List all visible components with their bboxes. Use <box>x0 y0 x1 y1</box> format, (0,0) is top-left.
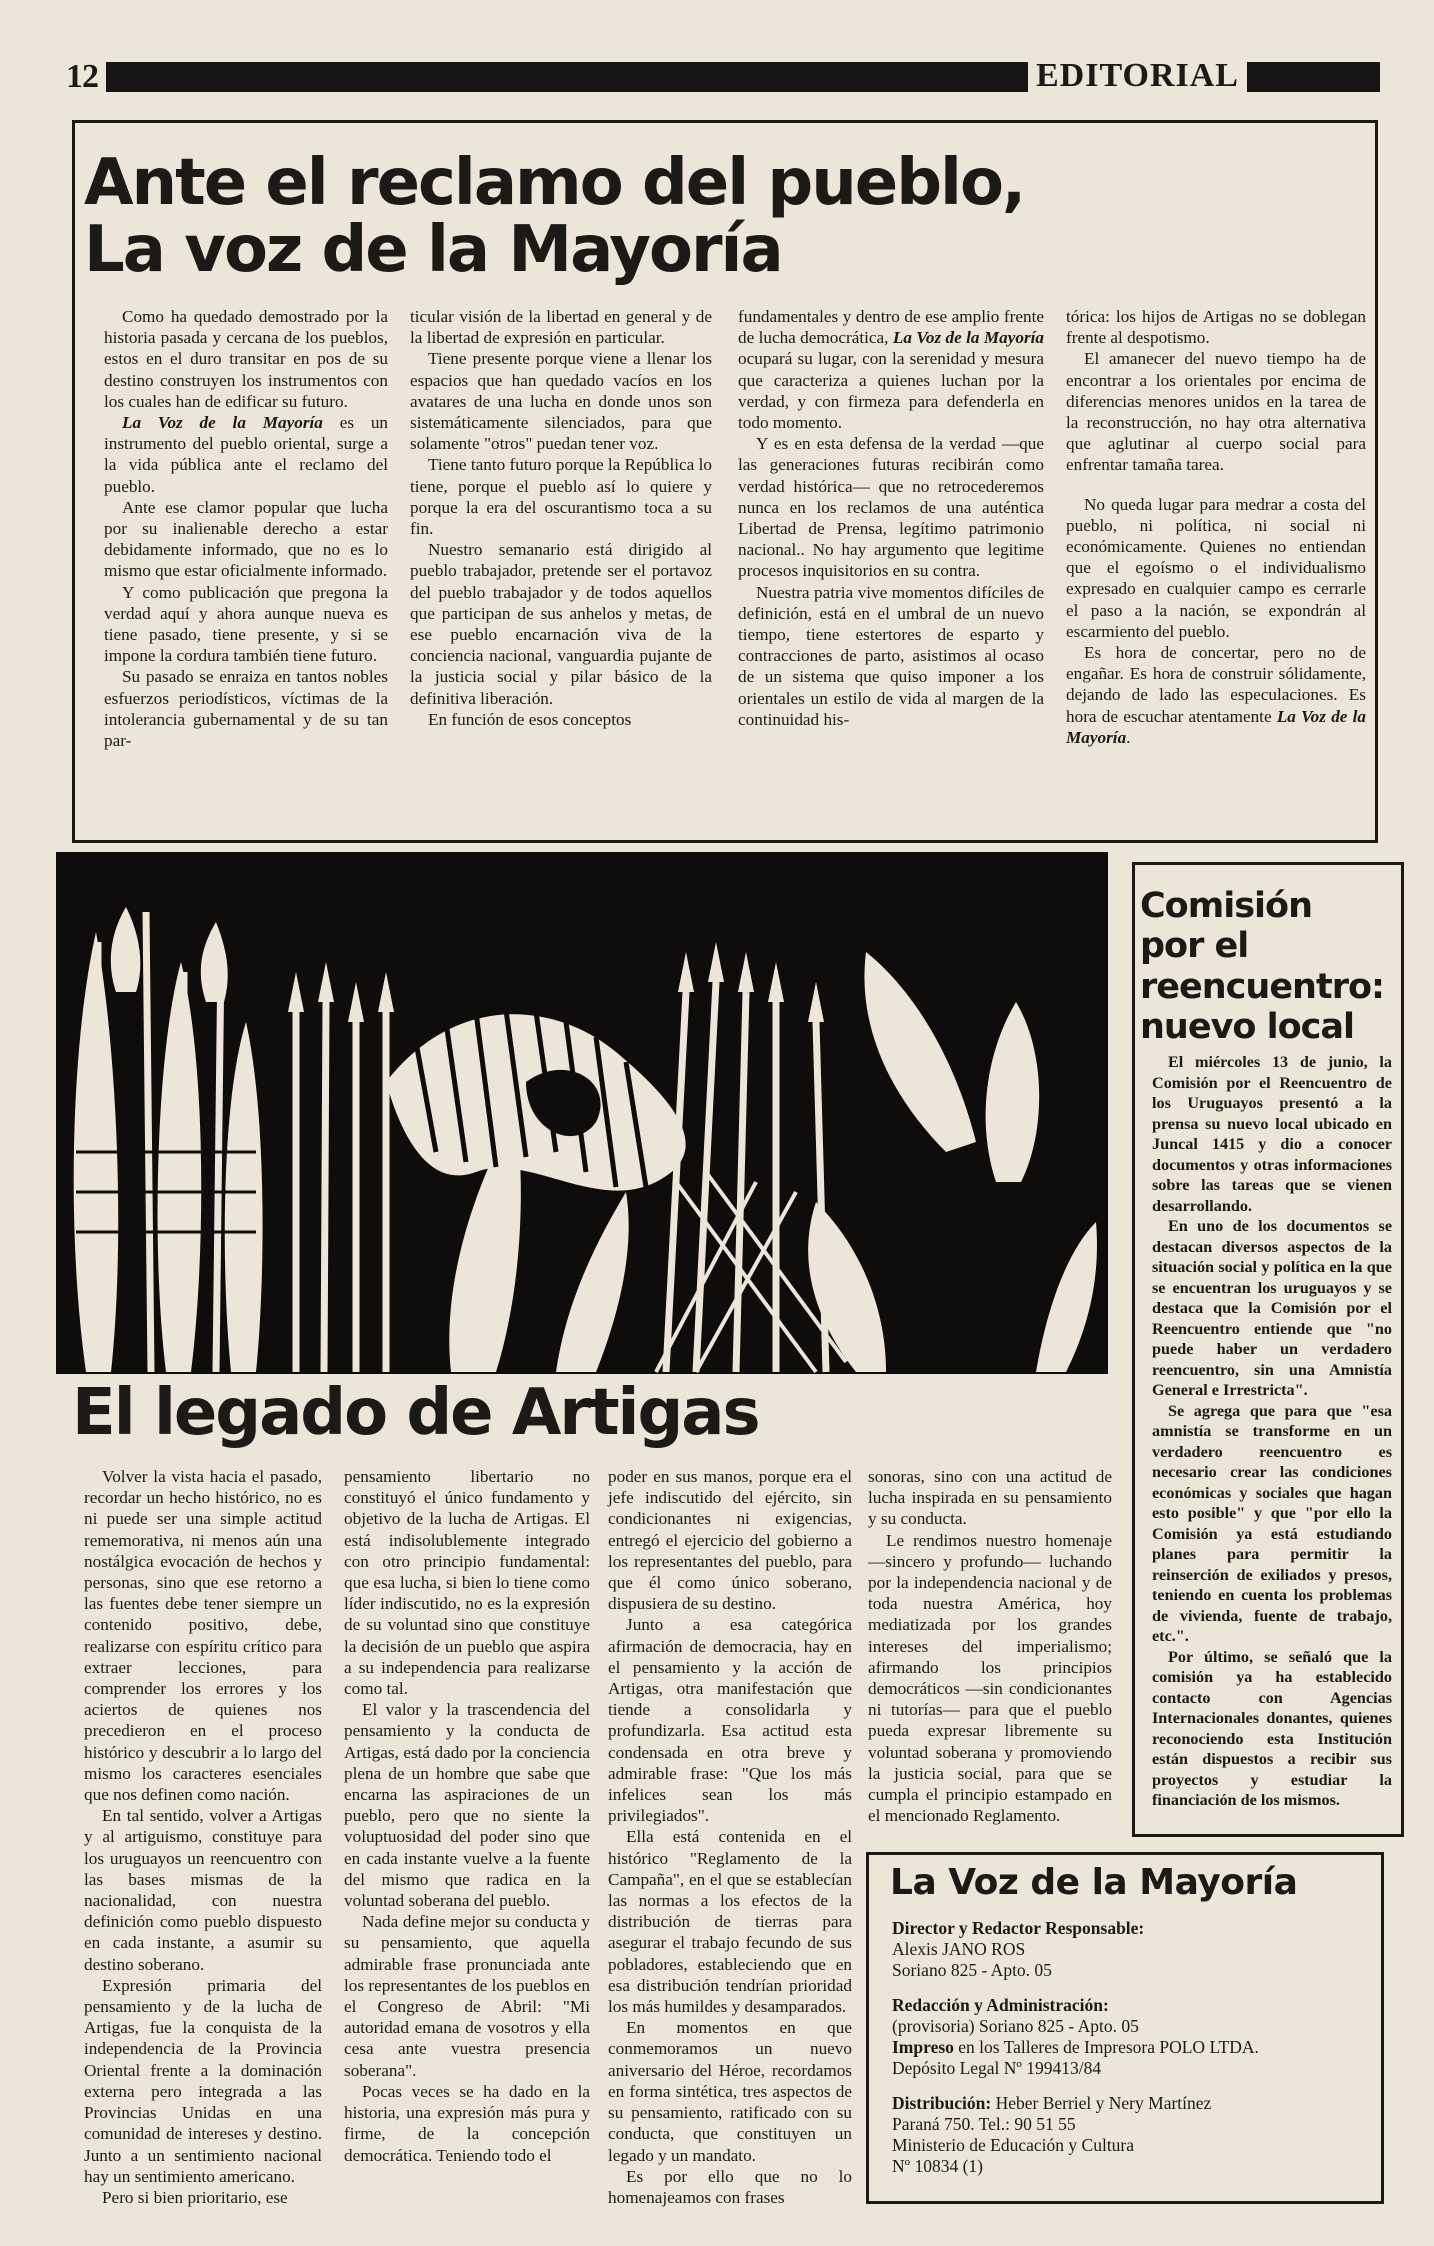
director-name: Alexis JANO ROS <box>892 1939 1026 1959</box>
paragraph: Junto a esa categórica afirmación de democracia, hay en el pensamiento y la acción de Artigas, otra manifestación que tiende a consolidarla y profundizarla. Esa actitud esta condensada en otra breve y admirable frase: "Que los más infelices sean los más privilegiados". <box>608 1615 852 1826</box>
legado-column-3 <box>608 1466 852 2208</box>
comision-headline-line2: por el <box>1140 926 1249 967</box>
paragraph: Le rendimos nuestro homenaje —sincero y profundo— luchando por la independencia nacional y de toda nuestra América, hoy mediatizada por los grandes intereses del imperialismo; afirmando los principios democráticos —sin condicionantes ni tutorías— para que el pueblo pueda expresar libremente su voluntad soberana y promoviendo la justicia social, para que se cumpla el principio estampado en el mencionado Reglamento. <box>868 1530 1112 1826</box>
lances-and-flag-woodcut-icon <box>56 852 1108 1374</box>
editorial-column-1 <box>104 306 388 751</box>
paragraph: Tiene presente porque viene a llenar los espacios que han quedado vacíos en los avatares de una lucha en donde unos son sistemáticamente silenciados, para que solamente "otros" puedan tener voz. <box>410 349 712 454</box>
paragraph: ticular visión de la libertad en general y de la libertad de expresión en particular. <box>410 307 712 348</box>
paragraph: Pero si bien prioritario, ese <box>102 2187 288 2207</box>
ministerio-number: Nº 10834 (1) <box>892 2156 983 2176</box>
legado-headline: El legado de Artigas <box>72 1376 759 1450</box>
redaccion-group <box>892 1995 1362 2079</box>
redaccion-label: Redacción y Administración: <box>892 1995 1109 2015</box>
editorial-column-2 <box>410 306 712 730</box>
comision-headline-line1: Comisión <box>1140 886 1312 926</box>
paragraph: poder en sus manos, porque era el jefe indiscutido del ejército, sin condicionantes ni exigencias, entregó el ejercicio del gobierno a los representantes del pueblo, para que él como único soberano, dispusiera de su destino. <box>608 1467 852 1614</box>
distribucion-line: Distribución: Heber Berriel y Nery Martínez <box>892 2093 1212 2113</box>
editorial-headline-line1: Ante el reclamo del pueblo, <box>84 146 1025 220</box>
comision-headline-line4: nuevo local <box>1140 1006 1355 1047</box>
paragraph: Pocas veces se ha dado en la historia, una expresión más pura y firme, de la concepción democrática. Teniendo todo el <box>344 2081 590 2165</box>
credits-title: La Voz de la Mayoría <box>890 1862 1298 1903</box>
publication-name: La Voz de la Mayoría <box>892 328 1045 348</box>
editorial-column-4 <box>1066 306 1366 748</box>
paragraph: pensamiento libertario no constituyó el único fundamento y objetivo de la lucha de Artigas. El está indisolublemente integrado con otro principio fundamental: que esa lucha, si bien lo tiene como líder indiscutido, no es la expresión de su voluntad sino que constituye la decisión de un pueblo que aspira a su independencia para realizarse como tal. <box>344 1467 590 1699</box>
paragraph: El valor y la trascendencia del pensamiento y la conducta de Artigas, está dado por la conciencia plena de un hombre que sabe que encarna las aspiraciones de un pueblo, pero que no siente la voluptuosidad del poder sino que en cada instante vuelve a la fuente del mismo que radica en la voluntad soberana del pueblo. <box>344 1700 590 1911</box>
paragraph: Y como publicación que pregona la verdad aquí y ahora aunque nueva es tiene pasado, tiene presente, y si se impone la cordura también tiene futuro. <box>104 582 388 666</box>
legado-column-1 <box>84 1466 322 2208</box>
paragraph: No queda lugar para medrar a costa del pueblo, ni política, ni social ni económicamente. Quienes no entiendan que el egoísmo o el individualismo expresado en cualquier campo es cerrarle el paso a la nación, se expondrán al escarmiento del pueblo. <box>1066 494 1366 641</box>
paragraph: Nuestro semanario está dirigido al pueblo trabajador, pretende ser el portavoz del pueblo trabajador y de todos aquellos que participan de sus anhelos y metas, de ese pueblo encarnación viva de la conciencia nacional, vanguardia pujante de la justicia social y pilar básico de la definitiva liberación. <box>410 540 712 708</box>
paragraph: Como ha quedado demostrado por la historia pasada y cercana de los pueblos, estos en el duro transitar en pos de su destino construyen los instrumentos con los cuales han de edificar su futuro. <box>104 307 388 411</box>
paragraph: Nuestra patria vive momentos difíciles de definición, está en el umbral de un nuevo tiempo, tiene estertores de esparto y contracciones de parto, asistimos al ocaso de un sistema que quiso imponer a los orientales un estilo de vida al margen de la continuidad his- <box>738 582 1044 729</box>
paragraph: Tiene tanto futuro porque la República lo tiene, porque el pueblo así lo quiere y porque la era del oscurantismo toca a su fin. <box>410 455 712 539</box>
paragraph: En uno de los documentos se destacan diversos aspectos de la situación social y política en la que se encuentran los uruguayos y se destaca que la Comisión por el Reencuentro entiende que "no puede haber un verdadero reencuentro, sin una Amnistía General e Irrestricta". <box>1152 1217 1392 1399</box>
paragraph: fundamentales y dentro de ese amplio frente de lucha democrática, La Voz de la Mayoría ocupará su lugar, con la serenidad y mesura que caracteriza a quienes luchan por la verdad, y con firmeza para defenderla en todo momento. <box>738 307 1045 433</box>
legado-column-4 <box>868 1466 1112 1826</box>
editorial-column-3 <box>738 306 1044 730</box>
comision-headline-line3: reencuentro: <box>1140 966 1385 1007</box>
legado-column-2 <box>344 1466 590 2166</box>
paragraph: Su pasado se enraiza en tantos nobles esfuerzos periodísticos, víctimas de la intolerancia gubernamental y de su tan par- <box>104 667 388 751</box>
paragraph: Ante ese clamor popular que lucha por su inalienable derecho a estar debidamente informado, que no es lo mismo que estar oficialmente informado. <box>104 497 388 581</box>
director-label: Director y Redactor Responsable: <box>892 1918 1145 1938</box>
paragraph: Expresión primaria del pensamiento y de la lucha de Artigas, fue la conquista de la independencia de la Provincia Oriental frente a la dominación externa pero integrada a las Provincias Unidas en una comunidad de intereses y destino. Junto a un sentimiento nacional hay un sentimiento americano. <box>84 1975 322 2186</box>
credits-body <box>892 1918 1362 2191</box>
impreso-line: Impreso en los Talleres de Impresora POLO LTDA. <box>892 2037 1259 2057</box>
distribucion-address: Paraná 750. Tel.: 90 51 55 <box>892 2114 1076 2134</box>
paragraph: En tal sentido, volver a Artigas y al artiguismo, constituye para los uruguayos un reencuentro con las bases mismas de la nacionalidad, con nuestra definición como pueblo dispuesto en cada instante, a asumir su destino soberano. <box>84 1806 322 1974</box>
director-address: Soriano 825 - Apto. 05 <box>892 1960 1052 1980</box>
director-group <box>892 1918 1362 1981</box>
editorial-headline-line2: La voz de la Mayoría <box>84 213 782 288</box>
paragraph: Es hora de concertar, pero no de engañar. Es hora de construir sólidamente, dejando de lado las especulaciones. Es hora de escuchar atentamente La Voz de la Mayoría. <box>1066 643 1367 747</box>
paragraph: tórica: los hijos de Artigas no se doblegan frente al despotismo. <box>1066 307 1366 348</box>
paragraph: La Voz de la Mayoría es un instrumento del pueblo oriental, surge a la vida pública ante el reclamo del pueblo. <box>104 413 389 496</box>
paragraph: En momentos en que conmemoramos un nuevo aniversario del Héroe, recordamos en forma sintética, tres aspectos de su pensamiento, ratificado con su conducta, que constituyen un legado y un mandato. <box>608 2018 852 2165</box>
paragraph: Volver la vista hacia el pasado, recordar un hecho histórico, no es ni puede ser una simple actitud rememorativa, ni menos aún una nostálgica evocación de hechos y personas, sino que ese retorno a las fuentes debe tener siempre un contenido positivo, debe, realizarse con espíritu crítico para extraer lecciones, para comprender los errores y los aciertos de quienes nos precedieron en el proceso histórico y descubrir a lo largo del mismo los caracteres esenciales que nos definen como nación. <box>84 1467 322 1805</box>
paragraph: Por último, se señaló que la comisión ya ha establecido contacto con Agencias Internacionales donantes, quienes reconociendo esta Institución están dispuestos a recibir sus proyectos y estudiar la financiación de los mismos. <box>1152 1647 1392 1809</box>
publication-name: La Voz de la Mayoría <box>122 413 323 433</box>
ministerio: Ministerio de Educación y Cultura <box>892 2135 1135 2155</box>
deposito-legal: Depósito Legal Nº 199413/84 <box>892 2058 1102 2078</box>
page-number: 12 <box>66 58 98 95</box>
distribucion-group <box>892 2093 1362 2177</box>
comision-headline <box>1140 886 1402 1047</box>
section-label: EDITORIAL <box>1028 56 1247 96</box>
paragraph: Ella está contenida en el histórico "Reglamento de la Campaña", en el que se establecían las normas a los efectos de la distribución de tierras para asegurar el trabajo fecundo de sus pobladores, estableciendo que en esa distribución tendrían prioridad los más humildes y desamparados. <box>608 1827 852 2017</box>
publication-name: La Voz de la Mayoría <box>1066 706 1367 747</box>
paragraph: El miércoles 13 de junio, la Comisión por el Reencuentro de los Uruguayos presentó a la prensa su nuevo local ubicado en Juncal 1415 y dio a conocer documentos y otras informaciones sobre las tareas que se vienen desarrollando. <box>1152 1053 1392 1215</box>
paragraph: Nada define mejor su conducta y su pensamiento, que aquella admirable frase pronunciada ante los representantes de los pueblos en el Congreso de Abril: "Mi autoridad emana de vosotros y ella cesa ante vuestra presencia soberana". <box>344 1912 590 2080</box>
editorial-headline <box>84 146 1284 288</box>
paragraph: En función de esos conceptos <box>428 709 632 729</box>
paragraph: sonoras, sino con una actitud de lucha inspirada en su pensamiento y su conducta. <box>868 1467 1112 1529</box>
paragraph: Y es en esta defensa de la verdad —que las generaciones futuras recibirán como verdad histórica— que no retrocederemos nunca en los reclamos de una auténtica Libertad de Prensa, legítimo patrimonio nacional.. No hay argumento que legitime procesos inquisitorios en su contra. <box>738 434 1044 581</box>
comision-body <box>1152 1052 1392 1811</box>
paragraph: Es por ello que no lo homenajeamos con frases <box>608 2166 852 2207</box>
paragraph: Se agrega que para que "esa amnistía se transforme en un verdadero reencuentro es necesario crear las condiciones económicas y sociales que hagan esto posible" y que "por ello la Comisión ya está estudiando planes para permitir la reinserción de exiliados y presos, teniendo en cuenta los problemas de vivienda, fuente de trabajo, etc.". <box>1152 1401 1392 1645</box>
redaccion-address: (provisoria) Soriano 825 - Apto. 05 <box>892 2016 1139 2036</box>
paragraph: El amanecer del nuevo tiempo ha de encontrar a los orientales por encima de diferencias menores unidos en la tarea de la reconstrucción, no hay otra alternativa que aglutinar al cuerpo social para enfrentar tamaña tarea. <box>1066 349 1366 475</box>
